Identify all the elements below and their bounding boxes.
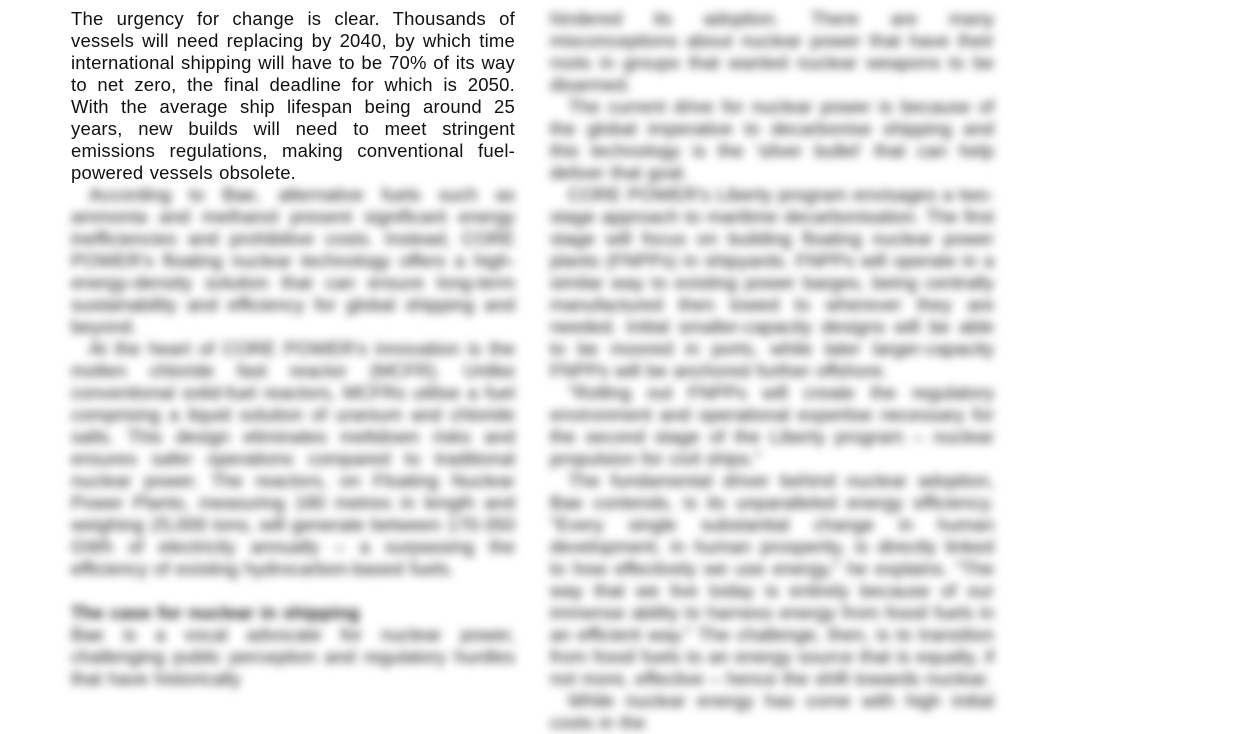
lead-paragraph: The urgency for change is clear. Thousands of vessels will need replacing by 2040, by which time international shipping will have to be 70% of its way to net zero, the final deadline for which is 2050. With the average ship lifespan being around 25 years, new builds will need to meet stringent emissions regulations, making conventional fuel-powered vessels obsolete. [71,8,515,183]
section-subheading: The case for nuclear in shipping [71,602,360,623]
body-paragraph: The current drive for nuclear power is because of the global imperative to decarbonise shipping and this technology is the 'silver bullet' that can help deliver that goal. [550,96,994,183]
body-paragraph: Bae is a vocal advocate for nuclear power, challenging public perception and regulatory hurdles that have historically [71,624,515,689]
body-paragraph: At the heart of CORE POWER's innovation is the molten chloride fast reactor (MCFR). Unlike conventional solid-fuel reactors, MCFRs utilise a fuel comprising a liquid solution of uranium and chloride salts. This design eliminates meltdown risks and ensures safer operations compared to traditional nuclear power. The reactors, on Floating Nuclear Power Plants, measuring 180 metres in length and weighing 25,000 tons, will generate between 170-350 GWh of electricity annually – a surpassing the efficiency of existing hydrocarbon-based fuels. [71,338,515,579]
left-column [71,8,515,690]
body-paragraph: hindered its adoption. There are many misconceptions about nuclear power that have their roots in groups that wanted nuclear weapons to be disarmed. [550,8,994,95]
blurred-body-left [71,184,515,690]
body-paragraph: According to Bae, alternative fuels such as ammonia and methanol present significant energy inefficiencies and prohibitive costs. Instead, CORE POWER's floating nuclear technology offers a high-energy-density solution that can ensure long-term sustainability and efficiency for global shipping and beyond. [71,184,515,337]
body-paragraph: CORE POWER's Liberty program envisages a two-stage approach to maritime decarbonisation. The first stage will focus on building floating nuclear power plants (FNPPs) in shipyards. FNPPs will operate in a similar way to existing power barges, being centrally manufactured then towed to wherever they are needed. Initial smaller-capacity designs will be able to be moored in ports, while later larger-capacity FNPPs will be anchored further offshore. [550,184,994,381]
right-column [550,8,994,734]
body-paragraph: The fundamental driver behind nuclear adoption, Bae contends, is its unparalleled energy efficiency. "Every single substantial change in human development, in human prosperity, is directly linked to how effectively we use energy," he explains. "The way that we live today is entirely because of our immense ability to harness energy from fossil fuels in an efficient way." The challenge, then, is to transition from fossil fuels to an energy source that is equally, if not more, effective – hence the shift towards nuclear. [550,470,994,689]
body-paragraph: "Rolling out FNPPs will create the regulatory environment and operational expertise necessary for the second stage of the Liberty program – nuclear propulsion for civil ships." [550,382,994,469]
body-paragraph: While nuclear energy has come with high initial costs in the [550,690,994,733]
